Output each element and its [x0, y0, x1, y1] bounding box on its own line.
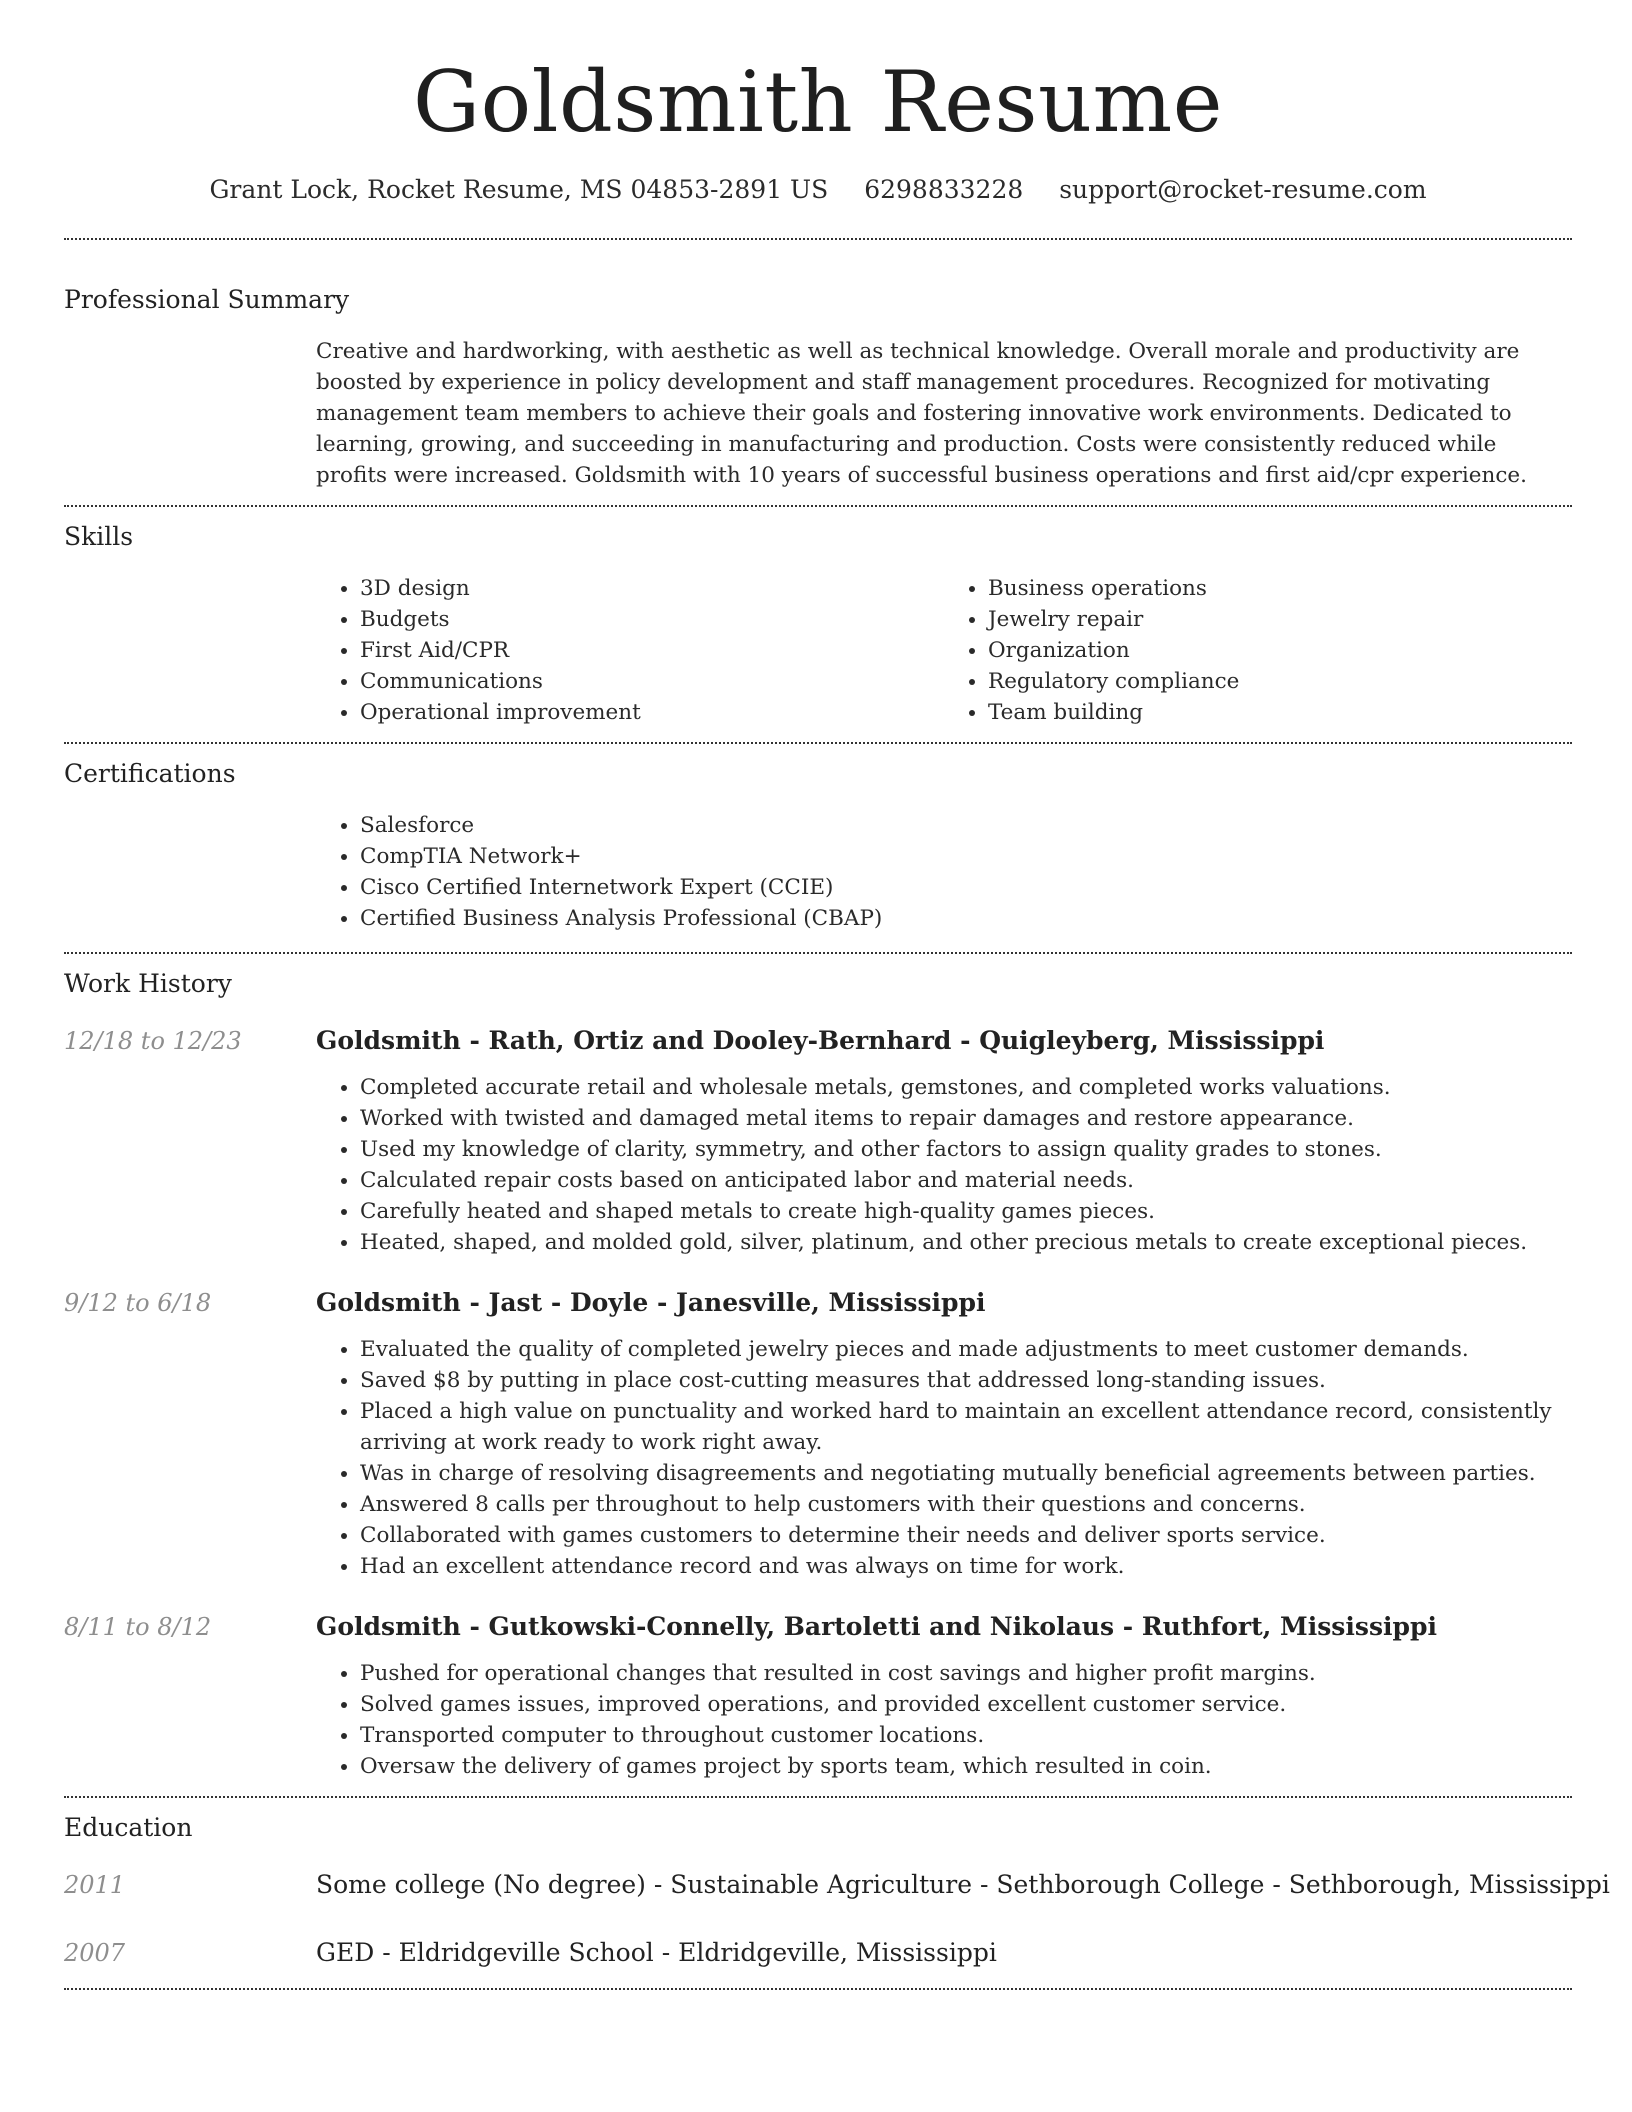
certifications-section [64, 756, 1572, 934]
skill-item: • Team building [988, 697, 1572, 728]
education-text: Some college (No degree) - Sustainable Agriculture - Sethborough College - Sethborough, Mississippi [316, 1870, 1610, 1899]
skill-item: • Business operations [988, 573, 1572, 604]
work-history-heading: Work History [64, 969, 232, 998]
education-heading: Education [64, 1813, 193, 1842]
job-bullet: • Placed a high value on punctuality and worked hard to maintain an excellent attendance record, consistently arriving at work ready to work right away. [360, 1396, 1572, 1458]
skill-item: • Budgets [360, 604, 944, 635]
education-entry [64, 1868, 1610, 1902]
divider [64, 742, 1572, 744]
skills-list-left [316, 573, 944, 728]
divider [64, 505, 1572, 507]
certification-item: • CompTIA Network+ [360, 841, 1572, 872]
contact-phone: 6298833228 [864, 175, 1024, 204]
job-bullet: • Heated, shaped, and molded gold, silver, platinum, and other precious metals to create exceptional pieces. [360, 1227, 1572, 1258]
skill-item: • Operational improvement [360, 697, 944, 728]
job-bullet: • Oversaw the delivery of games project by sports team, which resulted in coin. [360, 1751, 1572, 1782]
job-bullet: • Used my knowledge of clarity, symmetry, and other factors to assign quality grades to stones. [360, 1134, 1572, 1165]
contact-line [64, 172, 1572, 208]
skill-item: • Communications [360, 666, 944, 697]
skills-list-right [944, 573, 1572, 728]
summary-text: Creative and hardworking, with aesthetic as well as technical knowledge. Overall morale and productivity are boosted by experience in policy development and staff management procedures. Recognized for motivating management team members to achieve their goals and fostering innovative work environments. Dedicated to learning, growing, and succeeding in manufacturing and production. Costs were consistently reduced while profits were increased. Goldsmith with 10 years of successful business operations and first aid/cpr experience. [316, 339, 1527, 488]
job-bullet: • Worked with twisted and damaged metal items to repair damages and restore appearance. [360, 1103, 1572, 1134]
job-bullet: • Solved games issues, improved operations, and provided excellent customer service. [360, 1689, 1572, 1720]
divider [64, 1988, 1572, 1990]
skill-item: • 3D design [360, 573, 944, 604]
education-section [64, 1810, 1610, 1970]
education-entry [64, 1936, 1572, 1970]
education-date: 2007 [64, 1939, 126, 1967]
divider [64, 1796, 1572, 1798]
divider [64, 238, 1572, 240]
summary-section [64, 282, 1572, 491]
job-bullet: • Transported computer to throughout customer locations. [360, 1720, 1572, 1751]
job-bullet: • Calculated repair costs based on anticipated labor and material needs. [360, 1165, 1572, 1196]
certification-item: • Salesforce [360, 810, 1572, 841]
skills-heading: Skills [64, 522, 134, 551]
contact-email: support@rocket-resume.com [1059, 175, 1427, 204]
certification-item: • Cisco Certified Internetwork Expert (CCIE) [360, 872, 1572, 903]
skill-item: • Jewelry repair [988, 604, 1572, 635]
job-bullet: • Was in charge of resolving disagreements and negotiating mutually beneficial agreements between parties. [360, 1458, 1572, 1489]
certification-item: • Certified Business Analysis Professional (CBAP) [360, 903, 1572, 934]
job-title: Goldsmith - Jast - Doyle - Janesville, Mississippi [316, 1288, 986, 1317]
resume-page [64, 0, 1610, 1990]
certifications-heading: Certifications [64, 759, 236, 788]
job-bullet: • Answered 8 calls per throughout to help customers with their questions and concerns. [360, 1489, 1572, 1520]
job-entry [64, 1286, 1572, 1582]
summary-heading: Professional Summary [64, 285, 350, 314]
job-bullet: • Carefully heated and shaped metals to create high-quality games pieces. [360, 1196, 1572, 1227]
contact-address: Grant Lock, Rocket Resume, MS 04853-2891 US [209, 175, 829, 204]
skill-item: • Organization [988, 635, 1572, 666]
job-entry [64, 1610, 1572, 1782]
skills-section [64, 519, 1572, 728]
education-date: 2011 [64, 1871, 126, 1899]
job-bullet: • Saved $8 by putting in place cost-cutting measures that addressed long-standing issues. [360, 1365, 1572, 1396]
work-history-section [64, 966, 1572, 1782]
resume-title: Goldsmith Resume [412, 53, 1224, 151]
divider [64, 952, 1572, 954]
certifications-list [316, 810, 1572, 934]
job-title: Goldsmith - Rath, Ortiz and Dooley-Bernhard - Quigleyberg, Mississippi [316, 1026, 1325, 1055]
job-date: 9/12 to 6/18 [64, 1289, 212, 1317]
job-entry [64, 1024, 1572, 1258]
job-bullet: • Collaborated with games customers to determine their needs and deliver sports service. [360, 1520, 1572, 1551]
job-bullet: • Evaluated the quality of completed jewelry pieces and made adjustments to meet customer demands. [360, 1334, 1572, 1365]
job-bullet: • Had an excellent attendance record and was always on time for work. [360, 1551, 1572, 1582]
job-date: 8/11 to 8/12 [64, 1613, 212, 1641]
job-bullets [316, 1658, 1572, 1782]
skill-item: • Regulatory compliance [988, 666, 1572, 697]
job-date: 12/18 to 12/23 [64, 1027, 242, 1055]
education-text: GED - Eldridgeville School - Eldridgeville, Mississippi [316, 1938, 997, 1967]
job-title: Goldsmith - Gutkowski-Connelly, Bartoletti and Nikolaus - Ruthfort, Mississippi [316, 1612, 1437, 1641]
job-bullets [316, 1334, 1572, 1582]
job-bullet: • Pushed for operational changes that resulted in cost savings and higher profit margins. [360, 1658, 1572, 1689]
job-bullet: • Completed accurate retail and wholesale metals, gemstones, and completed works valuations. [360, 1072, 1572, 1103]
job-bullets [316, 1072, 1572, 1258]
skill-item: • First Aid/CPR [360, 635, 944, 666]
